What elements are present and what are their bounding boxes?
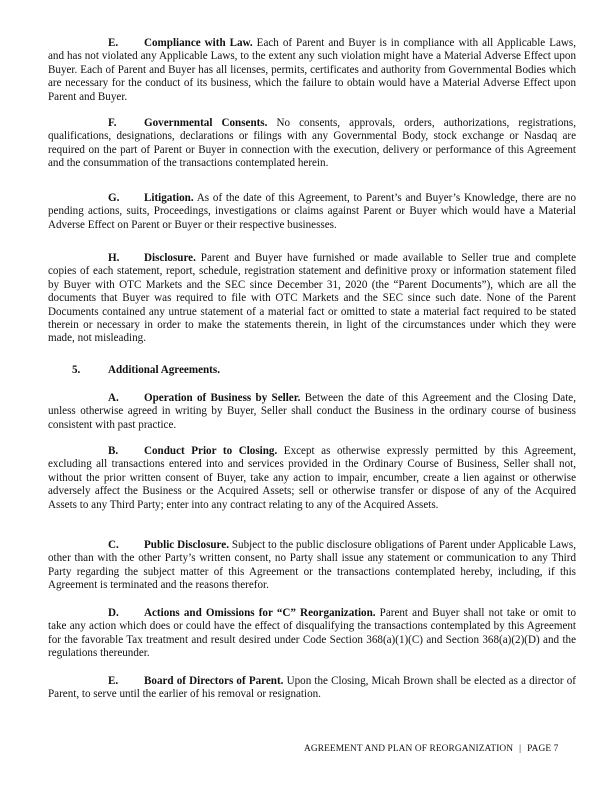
paragraph-public-disclosure (48, 539, 576, 593)
paragraph-text: As of the date of this Agreement, to Parent’s and Buyer’s Knowledge, there are no pending actions, suits, Proceedings, investigations or claims against Parent or Buyer which would have a Material Adverse Effect on Parent or Buyer or their respective businesses. (48, 192, 576, 231)
paragraph-disclosure (48, 252, 576, 346)
paragraph-letter: E. (108, 37, 119, 49)
section-title: Additional Agreements. (108, 364, 220, 376)
paragraph-text: Except as otherwise expressly permitted by this Agreement, excluding all transactions entered into and services provided in the Ordinary Course of Business, Seller shall not, without the prior written consent of Buyer, take any action to impair, encumber, create a lien against or otherwise adversely affect the Business or the Acquired Assets; sell or otherwise transfer or dispose of any of the Acquired Assets to any Third Party; enter into any contract relating to any of the Acquired Assets. (48, 445, 576, 511)
paragraph-text: Upon the Closing, Micah Brown shall be elected as a director of Parent, to serve until the earlier of his removal or resignation. (48, 675, 577, 701)
paragraph-heading: Conduct Prior to Closing. (144, 445, 278, 457)
paragraph-governmental-consents (48, 117, 576, 171)
paragraph-text: Each of Parent and Buyer is in compliance with all Applicable Laws, and has not violated any Applicable Laws, to the extent any such violation might have a Material Adverse Effect upon Buyer. Each of Parent and Buyer has all licenses, permits, certificates and authority from Governmental Bodies which are necessary for the conduct of its business, which the failure to obtain would have a Material Adverse Effect upon Parent and Buyer. (48, 37, 577, 103)
paragraph-conduct-prior-to-closing (48, 445, 576, 512)
paragraph-text: No consents, approvals, orders, authorizations, registrations, qualifications, designations, declarations or filings with any Governmental Body, stock exchange or Nasdaq are required on the part of Parent or Buyer in connection with the execution, delivery or performance of this Agreement and the consummation of the transactions contemplated herein. (48, 117, 576, 170)
paragraph-heading: Operation of Business by Seller. (144, 392, 301, 404)
paragraph-letter: H. (108, 252, 120, 264)
paragraph-litigation (48, 192, 576, 232)
paragraph-c-reorganization (48, 607, 576, 661)
paragraph-text: Subject to the public disclosure obligations of Parent under Applicable Laws, other than with the other Party’s written consent, no Party shall issue any statement or communication to any Third Party regarding the subject matter of this Agreement or the transactions contemplated hereby, including, if this Agreement is terminated and the reasons therefor. (48, 539, 576, 592)
paragraph-letter: B. (108, 445, 119, 457)
footer-title: AGREEMENT AND PLAN OF REORGANIZATION (304, 744, 514, 754)
paragraph-heading: Actions and Omissions for “C” Reorganization. (144, 607, 376, 619)
paragraph-board-of-directors (48, 675, 576, 702)
section-number: 5. (72, 364, 81, 376)
paragraph-operation-of-business (48, 392, 576, 432)
paragraph-letter: E. (108, 675, 119, 687)
paragraph-compliance-with-law (48, 37, 576, 104)
section-heading-additional-agreements (72, 364, 220, 377)
paragraph-letter: C. (108, 539, 119, 551)
paragraph-heading: Compliance with Law. (144, 37, 253, 49)
paragraph-heading: Disclosure. (144, 252, 196, 264)
paragraph-heading: Public Disclosure. (144, 539, 229, 551)
paragraph-heading: Board of Directors of Parent. (144, 675, 284, 687)
paragraph-text: Parent and Buyer have furnished or made available to Seller true and complete copies of each statement, report, schedule, registration statement and definitive proxy or information statement filed by Buyer with OTC Markets and the SEC since December 31, 2020 (the “Parent Documents”), which are all the documents that Buyer was required to file with OTC Markets and the SEC since such date. None of the Parent Documents contained any untrue statement of a material fact or omitted to state a material fact required to be stated therein or necessary in order to make the statements therein, in light of the circumstances under which they were made, not misleading. (48, 252, 576, 345)
page-footer (304, 744, 558, 754)
paragraph-letter: G. (108, 192, 120, 204)
paragraph-heading: Governmental Consents. (144, 117, 268, 129)
page-number: PAGE 7 (527, 744, 559, 754)
paragraph-heading: Litigation. (144, 192, 194, 204)
footer-separator: | (519, 744, 522, 754)
paragraph-text: Between the date of this Agreement and the Closing Date, unless otherwise agreed in writing by Buyer, Seller shall conduct the Business in the ordinary course of business consistent with past practice. (48, 392, 576, 431)
paragraph-letter: D. (108, 607, 119, 619)
paragraph-letter: F. (108, 117, 117, 129)
paragraph-letter: A. (108, 392, 119, 404)
paragraph-text: Parent and Buyer shall not take or omit to take any action which does or could have the effect of disqualifying the transactions contemplated by this Agreement for the favorable Tax treatment and result desired under Code Section 368(a)(1)(C) and Section 368(a)(2)(D) and the regulations thereunder. (48, 607, 576, 660)
